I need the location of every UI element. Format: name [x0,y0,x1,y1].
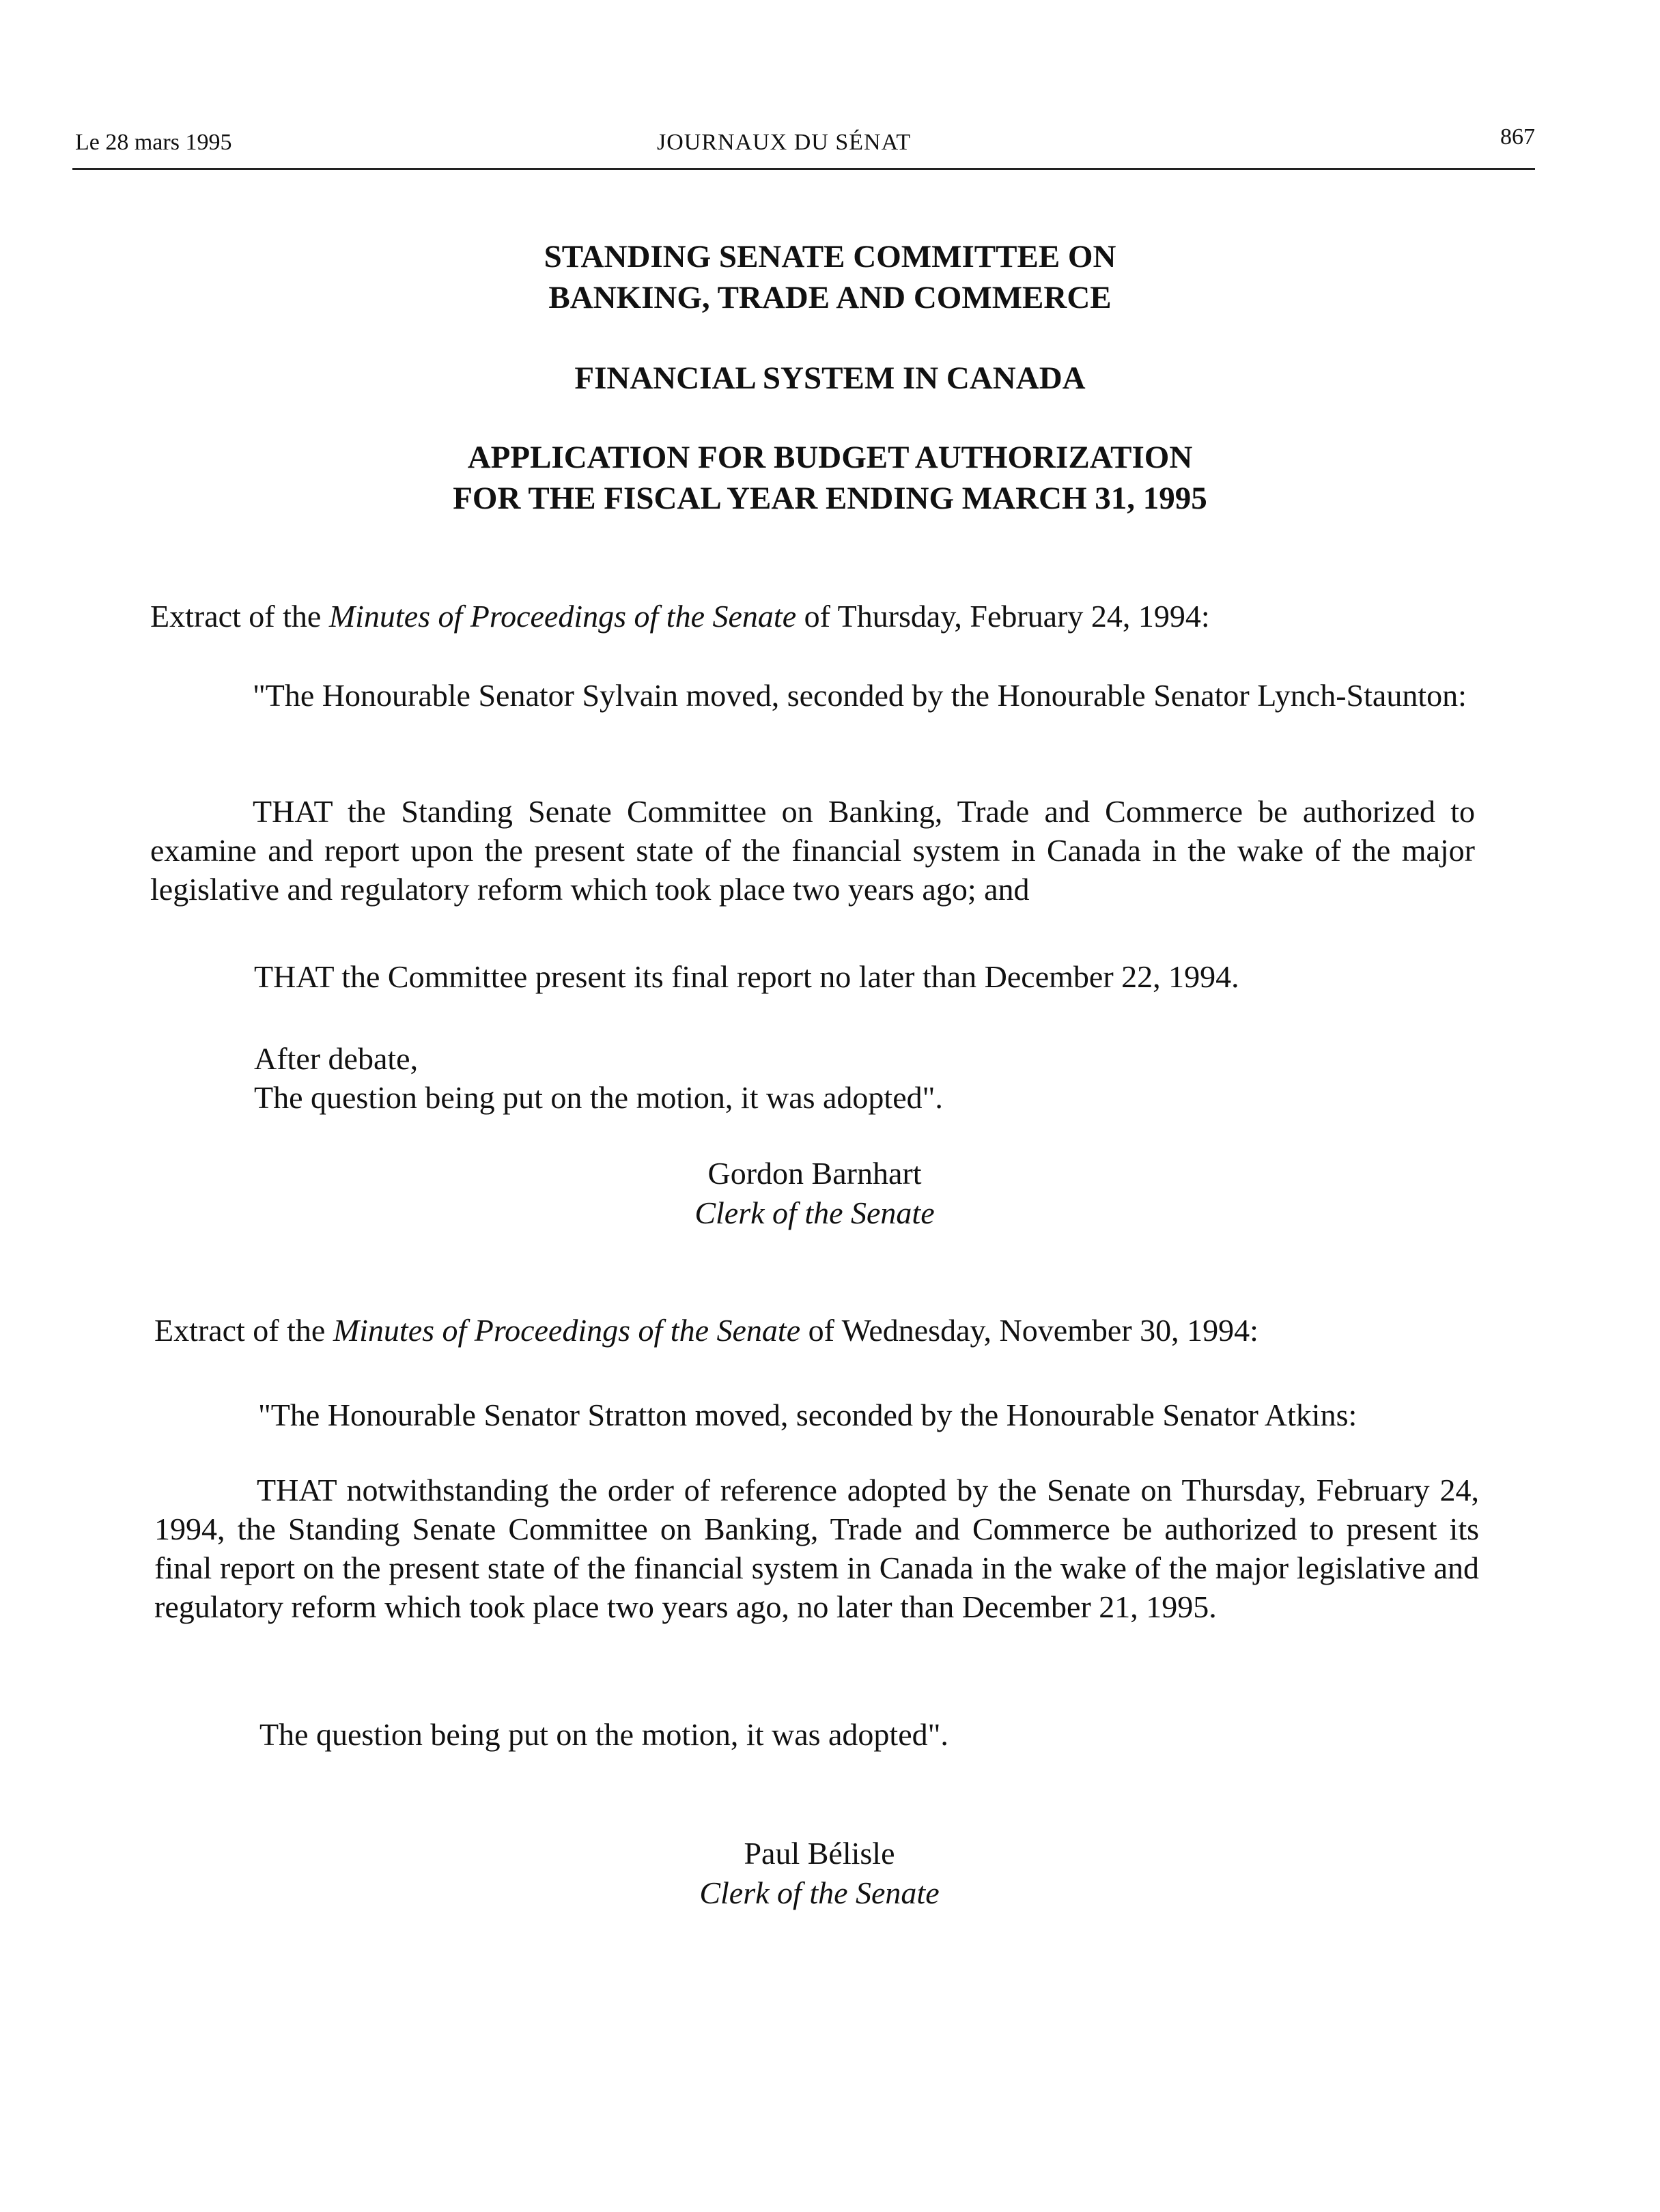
extract-2-signer-title: Clerk of the Senate [699,1875,940,1910]
extract-2-signer-name: Paul Bélisle [744,1836,895,1871]
header-page-number: 867 [1500,124,1535,150]
header-date: Le 28 mars 1995 [75,130,232,155]
extract-2-paragraph-1: THAT notwithstanding the order of reference adopted by the Senate on Thursday, February 24, 1994, the Standing Senate Committee on Banking, Trade and Commerce be authorized to present its final report on the present state of the financial system in Canada in the wake of the major legislative and regulatory reform which took place two years ago, no later than December 21, 1995. [154,1473,1479,1624]
extract-2-intro-italic: Minutes of Proceedings of the Senate [333,1313,801,1348]
extract-1-intro-suffix: of Thursday, February 24, 1994: [796,599,1210,634]
extract-2-motion: "The Honourable Senator Stratton moved, seconded by the Honourable Senator Atkins: [258,1398,1357,1432]
extract-2-adopted: The question being put on the motion, it was adopted". [259,1717,948,1752]
extract-1-motion: "The Honourable Senator Sylvain moved, seconded by the Honourable Senator Lynch-Staunton: [253,678,1467,713]
extract-1-paragraph-1: THAT the Standing Senate Committee on Banking, Trade and Commerce be authorized to examine and report upon the present state of the financial system in Canada in the wake of the major legislative and regulatory reform which took place two years ago; and [150,794,1475,907]
header-journal-title: JOURNAUX DU SÉNAT [657,130,912,155]
extract-1-paragraph-2: THAT the Committee present its final report no later than December 22, 1994. [254,959,1239,994]
application-title [0,437,1660,519]
running-header [72,124,1535,170]
subject-title [0,358,1660,399]
extract-2-intro-prefix: Extract of the [154,1313,333,1348]
application-title-line-1: APPLICATION FOR BUDGET AUTHORIZATION [467,440,1193,475]
committee-title-line-2: BANKING, TRADE AND COMMERCE [548,280,1112,315]
extract-1-signature [610,1154,1019,1233]
committee-title-line-1: STANDING SENATE COMMITTEE ON [544,239,1116,274]
extract-1-signer-name: Gordon Barnhart [707,1156,922,1191]
extract-1-intro [150,597,1482,636]
subject-title-line: FINANCIAL SYSTEM IN CANADA [574,360,1086,396]
extract-1-signer-title: Clerk of the Senate [694,1195,935,1230]
extract-2-intro [154,1311,1486,1350]
extract-1-intro-italic: Minutes of Proceedings of the Senate [328,599,797,634]
committee-title [0,236,1660,318]
extract-1-adopted: The question being put on the motion, it was adopted". [254,1080,943,1115]
extract-1-closing [254,1039,1483,1117]
extract-2-signature [615,1834,1024,1913]
extract-1-after-debate: After debate, [254,1041,419,1076]
application-title-line-2: FOR THE FISCAL YEAR ENDING MARCH 31, 1995 [453,481,1207,516]
extract-2-intro-suffix: of Wednesday, November 30, 1994: [800,1313,1258,1348]
extract-1-intro-prefix: Extract of the [150,599,329,634]
